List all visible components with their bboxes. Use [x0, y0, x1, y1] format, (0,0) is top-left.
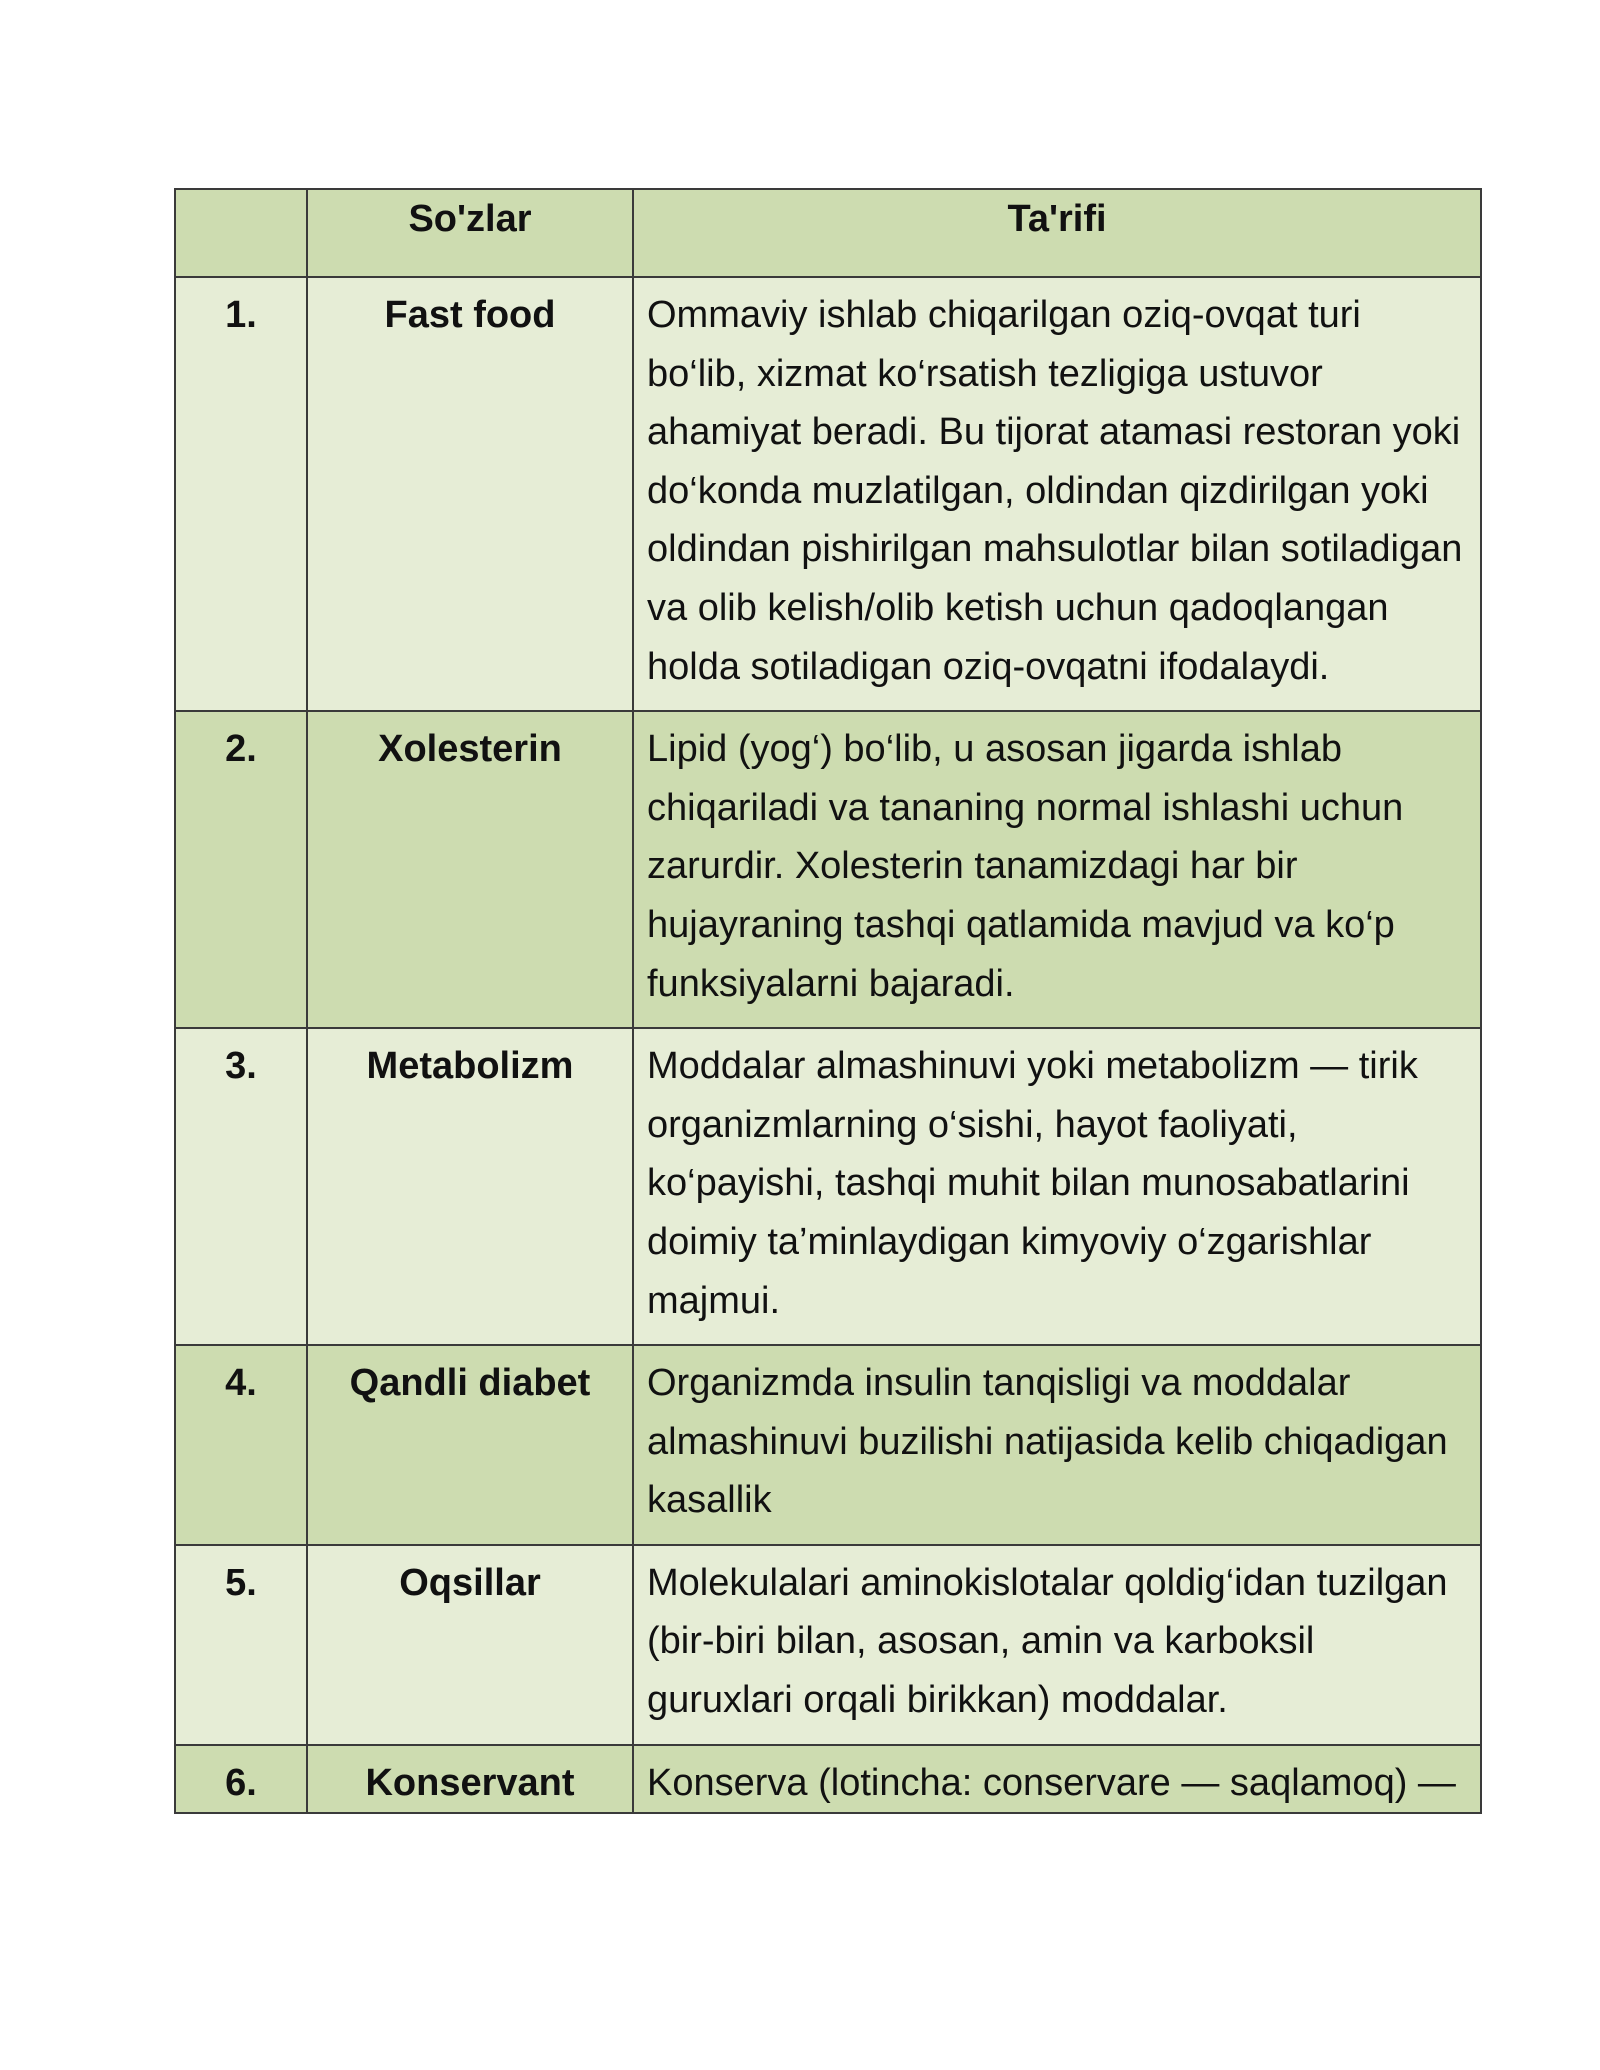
- row-definition: Konserva (lotincha: conservare — saqlamoq) —: [633, 1745, 1481, 1814]
- table-row: [175, 1545, 1481, 1745]
- header-definition: Ta'rifi: [633, 189, 1481, 277]
- row-number: 6.: [175, 1745, 307, 1814]
- row-number: 5.: [175, 1545, 307, 1745]
- table-row: [175, 711, 1481, 1028]
- row-number: 1.: [175, 277, 307, 711]
- table-row: [175, 1745, 1481, 1814]
- row-word: Metabolizm: [307, 1028, 633, 1345]
- glossary-table: [174, 188, 1482, 1814]
- row-definition: Moddalar almashinuvi yoki metabolizm — tirik organizmlarning o‘sishi, hayot faoliyati, ko‘payishi, tashqi muhit bilan munosabatlarini doimiy ta’minlaydigan kimyoviy o‘zgarishlar majmui.: [633, 1028, 1481, 1345]
- header-number: [175, 189, 307, 277]
- row-word: Xolesterin: [307, 711, 633, 1028]
- table-row: [175, 277, 1481, 711]
- table-row: [175, 1028, 1481, 1345]
- row-number: 4.: [175, 1345, 307, 1545]
- row-definition: Molekulalari aminokislotalar qoldig‘idan tuzilgan (bir-biri bilan, asosan, amin va karboksil guruxlari orqali birikkan) moddalar.: [633, 1545, 1481, 1745]
- row-word: Qandli diabet: [307, 1345, 633, 1545]
- row-word: Oqsillar: [307, 1545, 633, 1745]
- table-row: [175, 1345, 1481, 1545]
- row-definition: Organizmda insulin tanqisligi va moddalar almashinuvi buzilishi natijasida kelib chiqadigan kasallik: [633, 1345, 1481, 1545]
- row-definition: Lipid (yog‘) bo‘lib, u asosan jigarda ishlab chiqariladi va tananing normal ishlashi uchun zarurdir. Xolesterin tanamizdagi har bir hujayraning tashqi qatlamida mavjud va ko‘p funksiyalarni bajaradi.: [633, 711, 1481, 1028]
- row-number: 3.: [175, 1028, 307, 1345]
- row-number: 2.: [175, 711, 307, 1028]
- row-definition: Ommaviy ishlab chiqarilgan oziq-ovqat turi bo‘lib, xizmat ko‘rsatish tezligiga ustuvor ahamiyat beradi. Bu tijorat atamasi restoran yoki do‘konda muzlatilgan, oldindan qizdirilgan yoki oldindan pishirilgan mahsulotlar bilan sotiladigan va olib kelish/olib ketish uchun qadoqlangan holda sotiladigan oziq-ovqatni ifodalaydi.: [633, 277, 1481, 711]
- row-word: Fast food: [307, 277, 633, 711]
- header-words: So'zlar: [307, 189, 633, 277]
- row-word: Konservant: [307, 1745, 633, 1814]
- table-header-row: [175, 189, 1481, 277]
